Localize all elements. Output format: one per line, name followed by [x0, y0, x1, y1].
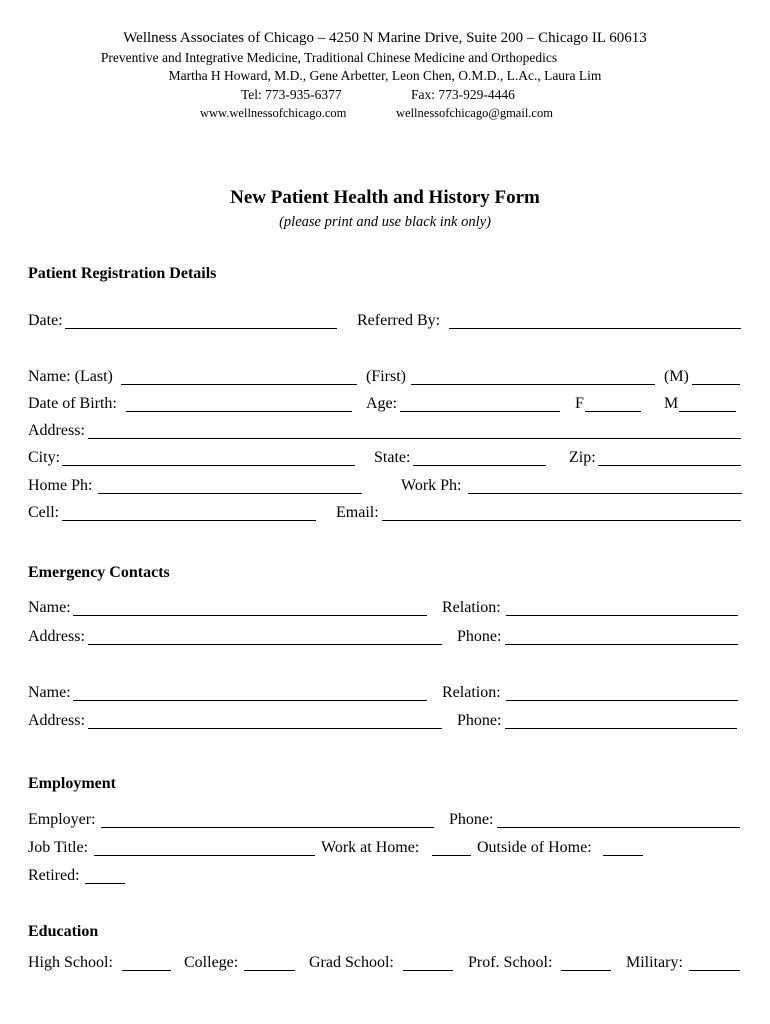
last-name-field[interactable] [121, 384, 357, 385]
work-phone-field[interactable] [468, 493, 742, 494]
clinic-email: wellnessofchicago@gmail.com [396, 106, 553, 120]
emergency-1-relation-field[interactable] [506, 615, 738, 616]
middle-initial-field[interactable] [692, 384, 740, 385]
employer-field[interactable] [101, 827, 434, 828]
home-phone-field[interactable] [98, 493, 362, 494]
military-field[interactable] [689, 970, 740, 971]
section-heading-emergency: Emergency Contacts [28, 564, 170, 581]
email-field[interactable] [382, 520, 741, 521]
outside-of-home-field[interactable] [603, 855, 643, 856]
retired-label: Retired: [28, 867, 80, 884]
job-title-label: Job Title: [28, 839, 89, 856]
section-heading-employment: Employment [28, 775, 116, 792]
emergency-2-phone-field[interactable] [505, 728, 737, 729]
employer-phone-label: Phone: [449, 811, 494, 828]
emergency-1-address-field[interactable] [88, 644, 442, 645]
male-label: M [664, 395, 679, 412]
first-name-field[interactable] [411, 384, 655, 385]
emergency-1-relation-label: Relation: [442, 599, 501, 616]
emergency-1-phone-field[interactable] [505, 644, 738, 645]
work-at-home-label: Work at Home: [321, 839, 420, 856]
emergency-2-relation-label: Relation: [442, 684, 501, 701]
form-title: New Patient Health and History Form [230, 187, 540, 208]
dob-label: Date of Birth: [28, 395, 117, 412]
clinic-address-line: Wellness Associates of Chicago – 4250 N Marine Drive, Suite 200 – Chicago IL 60613 [123, 30, 647, 46]
clinic-fax: Fax: 773-929-4446 [411, 87, 515, 102]
female-label: F [575, 395, 584, 412]
clinic-practitioners-line: Martha H Howard, M.D., Gene Arbetter, Leon Chen, O.M.D., L.Ac., Laura Lim [168, 68, 602, 83]
referred-by-label: Referred By: [357, 312, 441, 329]
emergency-2-address-field[interactable] [88, 728, 442, 729]
employer-phone-field[interactable] [497, 827, 740, 828]
city-label: City: [28, 449, 61, 466]
emergency-2-name-label: Name: [28, 684, 71, 701]
outside-of-home-label: Outside of Home: [477, 839, 592, 856]
emergency-1-name-label: Name: [28, 599, 71, 616]
age-label: Age: [366, 395, 398, 412]
emergency-2-relation-field[interactable] [506, 700, 738, 701]
home-phone-label: Home Ph: [28, 477, 93, 494]
date-field[interactable] [65, 328, 337, 329]
high-school-field[interactable] [122, 970, 171, 971]
emergency-1-address-label: Address: [28, 628, 85, 645]
email-label: Email: [336, 504, 379, 521]
emergency-1-phone-label: Phone: [457, 628, 502, 645]
grad-school-label: Grad School: [309, 954, 394, 971]
first-name-label: (First) [366, 368, 406, 385]
clinic-services-line: Preventive and Integrative Medicine, Traditional Chinese Medicine and Orthopedics [100, 50, 558, 65]
date-label: Date: [28, 312, 63, 329]
military-label: Military: [626, 954, 683, 971]
clinic-website: www.wellnessofchicago.com [200, 106, 347, 120]
form-subtitle: (please print and use black ink only) [279, 214, 491, 230]
address-label: Address: [28, 422, 85, 439]
address-field[interactable] [88, 438, 741, 439]
emergency-2-name-field[interactable] [73, 700, 427, 701]
section-heading-education: Education [28, 923, 99, 940]
age-field[interactable] [400, 411, 560, 412]
emergency-2-phone-label: Phone: [457, 712, 502, 729]
employer-label: Employer: [28, 811, 96, 828]
work-at-home-field[interactable] [432, 855, 471, 856]
city-field[interactable] [62, 465, 355, 466]
dob-field[interactable] [126, 411, 352, 412]
grad-school-field[interactable] [403, 970, 453, 971]
zip-field[interactable] [598, 465, 741, 466]
emergency-2-address-label: Address: [28, 712, 85, 729]
high-school-label: High School: [28, 954, 113, 971]
cell-label: Cell: [28, 504, 60, 521]
emergency-1-name-field[interactable] [73, 615, 427, 616]
female-field[interactable] [585, 411, 641, 412]
retired-field[interactable] [85, 883, 125, 884]
clinic-tel: Tel: 773-935-6377 [241, 87, 342, 102]
zip-label: Zip: [569, 449, 596, 466]
college-label: College: [184, 954, 239, 971]
referred-by-field[interactable] [449, 328, 741, 329]
section-heading-registration: Patient Registration Details [28, 265, 217, 282]
work-phone-label: Work Ph: [401, 477, 462, 494]
state-label: State: [374, 449, 411, 466]
state-field[interactable] [413, 465, 546, 466]
last-name-label: Name: (Last) [28, 368, 113, 385]
prof-school-label: Prof. School: [468, 954, 553, 971]
middle-initial-label: (M) [664, 368, 689, 385]
prof-school-field[interactable] [561, 970, 611, 971]
college-field[interactable] [244, 970, 295, 971]
cell-field[interactable] [62, 520, 316, 521]
job-title-field[interactable] [94, 855, 315, 856]
male-field[interactable] [679, 411, 736, 412]
